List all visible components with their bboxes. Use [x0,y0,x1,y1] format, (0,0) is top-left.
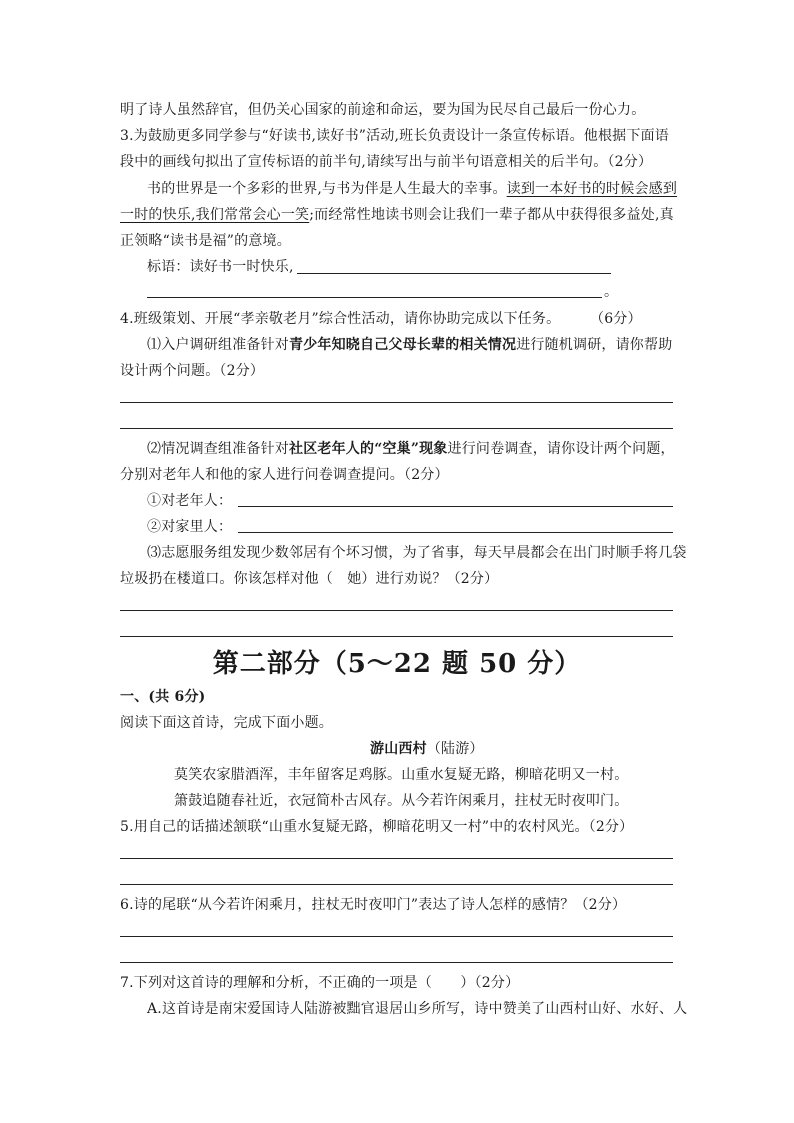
section-heading: 一、(共 6分) [120,689,206,705]
poem-title: 游山西村 [370,741,427,757]
question-4-line-1: 4.班级策划、开展“孝亲敬老月”综合性活动，请你协助完成以下任务。 [120,311,561,327]
sub-question-2-suffix: 进行问卷调查，请你设计两个问题， [447,441,675,457]
question-5: 5.用自己的话描述颔联“山重水复疑无路，柳暗花明又一村”中的农村风光。（2分） [120,819,634,835]
answer-line[interactable] [120,962,673,963]
passage-line-2 [120,206,674,224]
intro-line: 明了诗人虽然辞官，但仍关心国家的前途和命运，要为国为民尽自己最后一份心力。 [120,102,646,118]
question-7-option-a: A.这首诗是南宋爱国诗人陆游被黜官退居山乡所写，诗中赞美了山西村山好、水好、人 [147,1001,688,1017]
passage-line-1 [147,180,677,198]
answer-line[interactable] [120,402,673,403]
underlined-sentence: 一时的快乐,我们常常会心一笑 [120,207,310,223]
slogan-answer-line-2[interactable] [147,297,602,298]
answer-line[interactable] [120,936,673,937]
question-3-line-1: 3.为鼓励更多同学参与“好读书,读好书”活动,班长负责设计一条宣传标语。他根据下面语 [120,128,669,144]
part-two-title: 第二部分（5～22 题 50 分） [212,649,582,679]
passage-plain-text: ;而经常性地读书则会让我们一辈子都从中获得很多益处,真 [309,207,674,223]
poem-author: （陆游） [426,741,484,757]
sub-question-1 [147,336,672,354]
sub-question-2-line-2: 分别对老年人和他的家人进行问卷调查提问。（2分） [120,467,449,483]
answer-line[interactable] [120,884,673,885]
poem-line-1: 莫笑农家腊酒浑，丰年留客足鸡豚。山重水复疑无路，柳暗花明又一村。 [174,767,629,783]
question-4-points: （6分） [590,311,642,327]
sub-question-1-suffix: 进行随机调研，请你帮助 [516,337,673,353]
answer-line[interactable] [120,858,673,859]
sub-question-3-line-1: ⑶志愿服务组发现少数邻居有个坏习惯，为了省事，每天早晨都会在出门时顺手将几袋 [147,545,687,561]
slogan-end-mark: 。 [604,284,619,300]
answer-line[interactable] [120,428,673,429]
question-6: 6.诗的尾联“从今若许闲乘月，拄杖无时夜叩门”表达了诗人怎样的感情？（2分） [120,897,627,913]
underlined-sentence: 读到一本好书的时候会感到 [506,181,678,197]
sub-question-1-prefix: ⑴入户调研组准备针对 [147,337,289,353]
slogan-label: 标语：读好书一时快乐, [147,259,294,275]
sub-question-2-prefix: ⑵情况调查组准备针对 [147,441,289,457]
reading-instruction: 阅读下面这首诗，完成下面小题。 [120,715,333,731]
answer-line-elderly[interactable] [238,506,673,507]
answer-label-elderly: ①对老年人： [147,493,233,509]
sub-question-1-focus: 青少年知晓自己父母长辈的相关情况 [289,337,517,353]
passage-plain-text: 书的世界是一个多彩的世界,与书为伴是人生最大的幸事。 [147,181,507,197]
question-3-line-2: 段中的画线句拟出了宣传标语的前半句,请续写出与前半句语意相关的后半句。（2分） [120,154,653,170]
sub-question-3-line-2: 垃圾扔在楼道口。你该怎样对他（ 她）进行劝说？（2分） [120,571,499,587]
sub-question-1-line-2: 设计两个问题。（2分） [120,363,265,379]
question-7: 7.下列对这首诗的理解和分析，不正确的一项是（ ）（2分） [120,975,520,991]
poem-line-2: 箫鼓追随春社近，衣冠简朴古风存。从今若许闲乘月，拄杖无时夜叩门。 [174,793,629,809]
sub-question-2 [147,440,675,458]
answer-line[interactable] [120,636,673,637]
passage-line-3: 正领略“读书是福”的意境。 [120,233,291,249]
answer-line-family[interactable] [238,532,673,533]
sub-question-2-focus: 社区老年人的“空巢”现象 [289,441,448,457]
answer-line[interactable] [120,610,673,611]
answer-label-family: ②对家里人： [147,519,233,535]
slogan-answer-line-1[interactable] [297,273,611,274]
poem-heading [370,740,484,758]
